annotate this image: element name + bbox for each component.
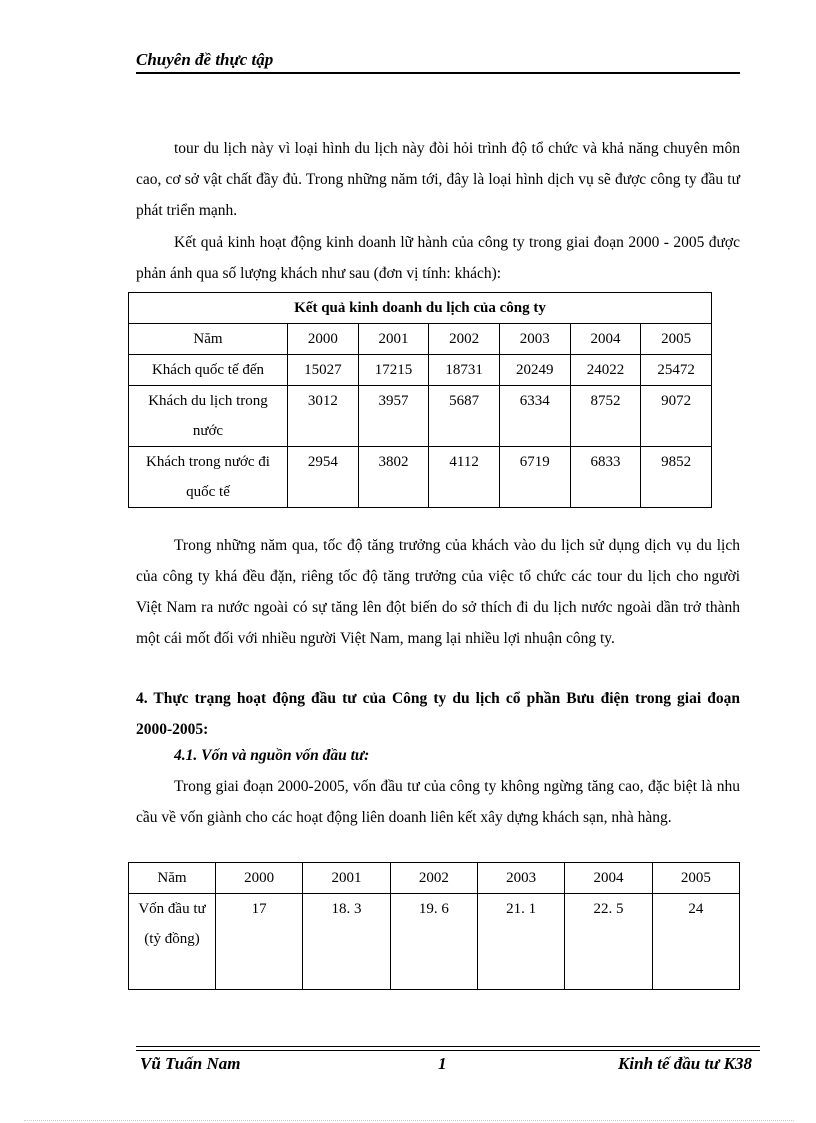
table-cell: 19. 6 [390,894,477,990]
header-cell: 2005 [641,324,712,355]
guest-results-table [128,292,712,508]
table-cell: 25472 [641,355,712,386]
table-row [129,355,712,386]
row-label: Khách du lịch trong nước [129,386,288,447]
table-cell: 22. 5 [565,894,652,990]
table-cell: 18. 3 [303,894,390,990]
footer-page-number: 1 [438,1054,447,1073]
table-cell: 21. 1 [477,894,564,990]
footer-author: Vũ Tuấn Nam [140,1054,241,1073]
table-cell: 18731 [429,355,500,386]
table-row [129,894,740,990]
table-cell: 3802 [358,447,429,508]
header-cell: Năm [129,863,216,894]
header-cell: 2002 [390,863,477,894]
page-edge [24,1120,794,1121]
table-header-row [129,324,712,355]
paragraph-2 [136,227,740,289]
table-row [129,447,712,508]
table-cell: 2954 [288,447,359,508]
header-cell: 2000 [288,324,359,355]
paragraph-1-text: tour du lịch này vì loại hình du lịch này đòi hỏi trình độ tổ chức và khả năng chuyên môn cao, cơ sở vật chất đầy đủ. Trong những năm tới, đây là loại hình dịch vụ sẽ được công ty đầu tư phát triển mạnh. [136,140,740,219]
row-label: Khách trong nước đi quốc tế [129,447,288,508]
paragraph-1 [136,133,740,226]
table-title-row [129,293,712,324]
table-cell: 9072 [641,386,712,447]
header-cell: 2001 [358,324,429,355]
section-4-heading: 4. Thực trạng hoạt động đầu tư của Công ty du lịch cổ phần Bưu điện trong giai đoạn 2000-2005: [136,690,740,738]
table-header-row [129,863,740,894]
footer-course: Kinh tế đầu tư K38 [618,1054,752,1073]
table-cell: 17 [216,894,303,990]
table-cell: 15027 [288,355,359,386]
page-header [136,50,740,74]
row-label: Vốn đầu tư (tỷ đồng) [129,894,216,990]
table-cell: 3012 [288,386,359,447]
table-cell: 24 [652,894,739,990]
header-cell: 2005 [652,863,739,894]
row-label: Khách quốc tế đến [129,355,288,386]
table-cell: 6833 [570,447,641,508]
paragraph-4 [136,771,740,833]
paragraph-2-text: Kết quả kinh hoạt động kinh doanh lữ hành của công ty trong giai đoạn 2000 - 2005 được phản ánh qua số lượng khách như sau (đơn vị tính: khách): [136,234,740,282]
header-title: Chuyên đề thực tập [136,50,274,69]
header-cell: Năm [129,324,288,355]
table-cell: 6334 [499,386,570,447]
paragraph-3-text: Trong những năm qua, tốc độ tăng trưởng của khách vào du lịch sử dụng dịch vụ du lịch của công ty khá đều đặn, riêng tốc độ tăng trưởng của việc tổ chức các tour du lịch cho người Việt Nam ra nước ngoài có sự tăng lên đột biến do sở thích đi du lịch nước ngoài dần trở thành một cái mốt đối với nhiều người Việt Nam, mang lại nhiều lợi nhuận công ty. [136,537,740,647]
header-cell: 2000 [216,863,303,894]
table-cell: 24022 [570,355,641,386]
table-cell: 20249 [499,355,570,386]
table-cell: 9852 [641,447,712,508]
header-cell: 2002 [429,324,500,355]
investment-capital-table [128,862,740,990]
header-cell: 2004 [570,324,641,355]
table-cell: 4112 [429,447,500,508]
header-cell: 2003 [499,324,570,355]
table-cell: 6719 [499,447,570,508]
header-cell: 2003 [477,863,564,894]
footer-rule-bottom [136,1050,760,1051]
table-row [129,386,712,447]
paragraph-3 [136,530,740,654]
table-cell: 8752 [570,386,641,447]
table-title: Kết quả kinh doanh du lịch của công ty [129,293,712,324]
section-4-1-heading: 4.1. Vốn và nguồn vốn đầu tư: [174,747,370,764]
table-cell: 5687 [429,386,500,447]
header-cell: 2001 [303,863,390,894]
paragraph-4-text: Trong giai đoạn 2000-2005, vốn đầu tư của công ty không ngừng tăng cao, đặc biệt là nhu cầu về vốn giành cho các hoạt động liên doanh liên kết xây dựng khách sạn, nhà hàng. [136,778,740,826]
table-cell: 17215 [358,355,429,386]
footer-rule-top [136,1046,760,1047]
table-cell: 3957 [358,386,429,447]
header-cell: 2004 [565,863,652,894]
